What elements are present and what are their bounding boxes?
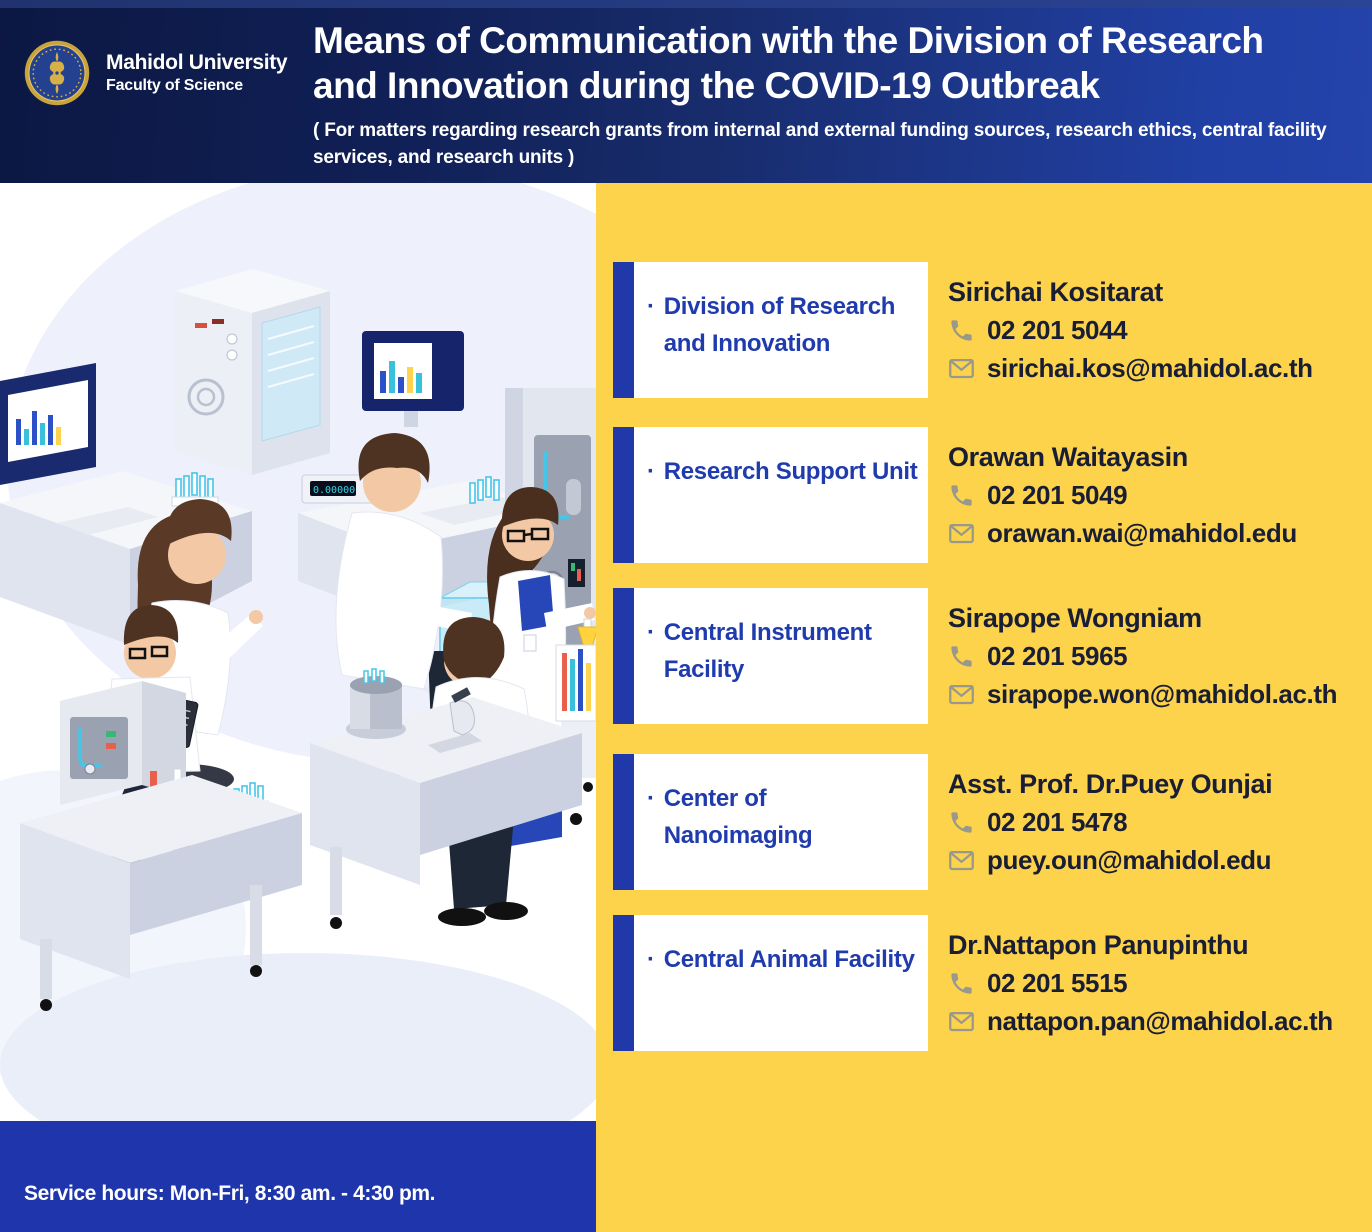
envelope-icon xyxy=(948,1008,975,1035)
page-title-line2: and Innovation during the COVID-19 Outbreak xyxy=(313,65,1100,106)
org-name: Mahidol University xyxy=(106,50,288,74)
unit-card-central-animal xyxy=(613,915,928,1051)
illustration-area xyxy=(0,183,596,1121)
page-title-line1: Means of Communication with the Division of Research xyxy=(313,20,1264,61)
service-hours: Service hours: Mon-Fri, 8:30 am. - 4:30 pm. xyxy=(24,1182,436,1205)
unit-label: Central Animal Facility xyxy=(663,946,915,973)
envelope-icon xyxy=(948,520,975,547)
mahidol-logo xyxy=(22,38,287,108)
email-address: sirichai.kos@mahidol.ac.th xyxy=(987,353,1313,383)
card-accent-bar xyxy=(613,427,634,563)
header xyxy=(0,0,1372,183)
unit-label: Division of Research and Innovation xyxy=(663,293,896,357)
phone-number: 02 201 5965 xyxy=(987,641,1128,671)
email-address: nattapon.pan@mahidol.ac.th xyxy=(987,1006,1333,1036)
unit-title xyxy=(634,915,923,1051)
email-row xyxy=(948,679,1372,710)
envelope-icon xyxy=(948,355,975,382)
title-block xyxy=(313,18,1363,171)
unit-label: Research Support Unit xyxy=(663,458,918,485)
bullet-icon: · xyxy=(647,946,655,973)
email-address: sirapope.won@mahidol.ac.th xyxy=(987,679,1338,709)
unit-title xyxy=(634,262,928,398)
email-row xyxy=(948,845,1372,876)
incubator-machine xyxy=(175,269,330,475)
contact-panel xyxy=(596,183,1372,1232)
contact-block xyxy=(948,276,1372,384)
email-row xyxy=(948,1006,1372,1037)
phone-number: 02 201 5515 xyxy=(987,968,1128,998)
phone-row xyxy=(948,968,1372,999)
phone-icon xyxy=(948,482,975,509)
unit-title xyxy=(634,427,925,563)
phone-row xyxy=(948,807,1372,838)
contact-block xyxy=(948,602,1372,710)
contact-name: Sirichai Kositarat xyxy=(948,277,1163,307)
envelope-icon xyxy=(948,847,975,874)
unit-card-central-instrument xyxy=(613,588,928,724)
phone-icon xyxy=(948,970,975,997)
header-top-strip xyxy=(0,0,1372,8)
mahidol-crest-icon xyxy=(22,38,92,108)
email-row xyxy=(948,518,1372,549)
footer-bar xyxy=(0,1121,596,1232)
phone-number: 02 201 5049 xyxy=(987,480,1128,510)
phone-icon xyxy=(948,809,975,836)
bullet-icon: · xyxy=(647,619,655,646)
email-address: puey.oun@mahidol.edu xyxy=(987,845,1272,875)
contact-name: Asst. Prof. Dr.Puey Ounjai xyxy=(948,769,1273,799)
unit-title xyxy=(634,588,928,724)
contact-name: Dr.Nattapon Panupinthu xyxy=(948,930,1249,960)
phone-row xyxy=(948,480,1372,511)
unit-label: Central Instrument Facility xyxy=(663,619,872,683)
bullet-icon: · xyxy=(647,785,655,812)
bullet-icon: · xyxy=(647,458,655,485)
laboratory-illustration xyxy=(0,183,596,1121)
contact-name: Sirapope Wongniam xyxy=(948,603,1202,633)
page-title xyxy=(313,18,1363,108)
phone-row xyxy=(948,315,1372,346)
contact-block xyxy=(948,768,1372,876)
email-row xyxy=(948,353,1372,384)
unit-card-research-support xyxy=(613,427,928,563)
card-accent-bar xyxy=(613,915,634,1051)
bullet-icon: · xyxy=(647,293,655,320)
contact-block xyxy=(948,929,1372,1037)
unit-title xyxy=(634,754,928,890)
faculty-name: Faculty of Science xyxy=(106,77,243,95)
email-address: orawan.wai@mahidol.edu xyxy=(987,518,1297,548)
contact-name: Orawan Waitayasin xyxy=(948,442,1188,472)
phone-icon xyxy=(948,317,975,344)
balance-display-reading: 0.00000 xyxy=(313,485,356,496)
contact-block xyxy=(948,441,1372,549)
card-accent-bar xyxy=(613,754,634,890)
card-accent-bar xyxy=(613,262,634,398)
unit-card-nanoimaging xyxy=(613,754,928,890)
page-subtitle: ( For matters regarding research grants from internal and external funding sources, research ethics, central facility services, and research units ) xyxy=(313,120,1327,168)
phone-number: 02 201 5478 xyxy=(987,807,1128,837)
unit-card-division-research xyxy=(613,262,928,398)
unit-label: Center of Nanoimaging xyxy=(663,785,813,849)
card-accent-bar xyxy=(613,588,634,724)
phone-number: 02 201 5044 xyxy=(987,315,1128,345)
phone-icon xyxy=(948,643,975,670)
envelope-icon xyxy=(948,681,975,708)
phone-row xyxy=(948,641,1372,672)
